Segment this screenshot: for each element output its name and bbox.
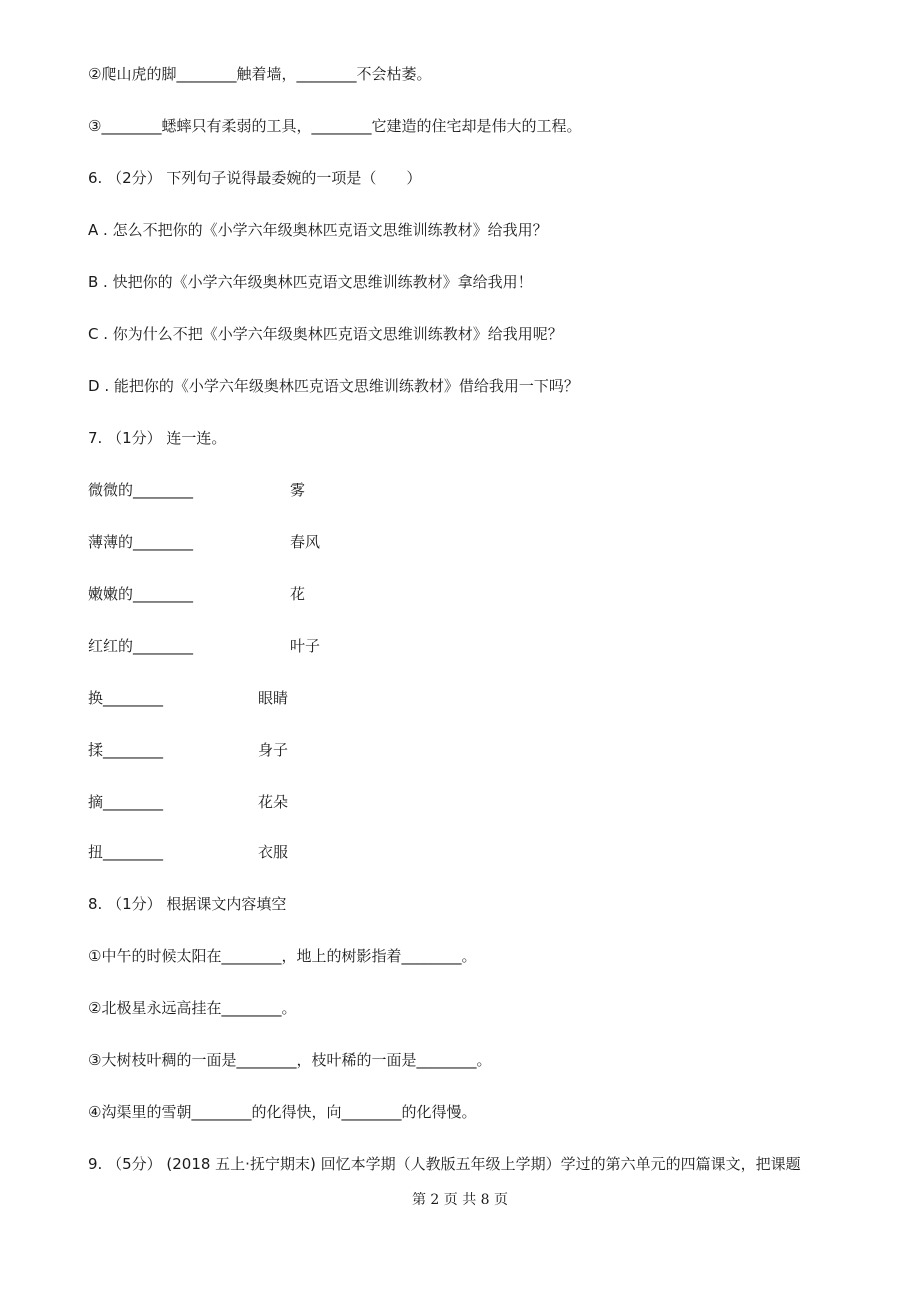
question-7: 7. （1分） 连一连。 — [88, 429, 227, 447]
match-right-3: 花 — [290, 585, 306, 603]
match2-right-2: 身子 — [258, 741, 289, 759]
match-left-1: 微微的________ — [88, 481, 194, 499]
match-right-4: 叶子 — [290, 637, 321, 655]
question-6-option-b: B . 快把你的《小学六年级奥林匹克语文思维训练教材》拿给我用！ — [88, 273, 533, 291]
match2-left-3: 摘________ — [88, 793, 164, 811]
page-footer: 第 2 页 共 8 页 — [411, 1192, 509, 1208]
match2-right-1: 眼睛 — [258, 689, 289, 707]
question-6: 6. （2分） 下列句子说得最委婉的一项是（ ） — [88, 169, 422, 187]
question-6-option-a: A . 怎么不把你的《小学六年级奥林匹克语文思维训练教材》给我用？ — [88, 221, 548, 239]
line-2-ivy: ②爬山虎的脚________触着墙，________不会枯萎。 — [88, 65, 432, 83]
match-left-3: 嫩嫩的________ — [88, 585, 194, 603]
question-6-option-c: C . 你为什么不把《小学六年级奥林匹克语文思维训练教材》给我用呢？ — [88, 325, 563, 343]
match-left-2: 薄薄的________ — [88, 533, 194, 551]
question-9: 9. （5分） (2018 五上·抚宁期末) 回忆本学期（人教版五年级上学期）学过的第六单元的四篇课文，把课题 — [88, 1155, 801, 1173]
line-3-cricket: ③________蟋蟀只有柔弱的工具，________它建造的住宅却是伟大的工程。 — [88, 117, 582, 135]
question-8-item-3: ③大树枝叶稠的一面是________，枝叶稀的一面是________。 — [88, 1051, 492, 1069]
match2-right-3: 花朵 — [258, 793, 289, 811]
match2-right-4: 衣服 — [258, 843, 289, 861]
match2-left-4: 扭________ — [88, 843, 164, 861]
match-left-4: 红红的________ — [88, 637, 194, 655]
question-8-item-2: ②北极星永远高挂在________。 — [88, 999, 297, 1017]
question-8-item-1: ①中午的时候太阳在________，地上的树影指着________。 — [88, 947, 477, 965]
match-right-2: 春风 — [290, 533, 321, 551]
match-right-1: 雾 — [290, 481, 306, 499]
question-8-item-4: ④沟渠里的雪朝________的化得快，向________的化得慢。 — [88, 1103, 477, 1121]
question-6-option-d: D . 能把你的《小学六年级奥林匹克语文思维训练教材》借给我用一下吗？ — [88, 377, 579, 395]
match2-left-1: 换________ — [88, 689, 164, 707]
match2-left-2: 揉________ — [88, 741, 164, 759]
question-8: 8. （1分） 根据课文内容填空 — [88, 895, 287, 913]
